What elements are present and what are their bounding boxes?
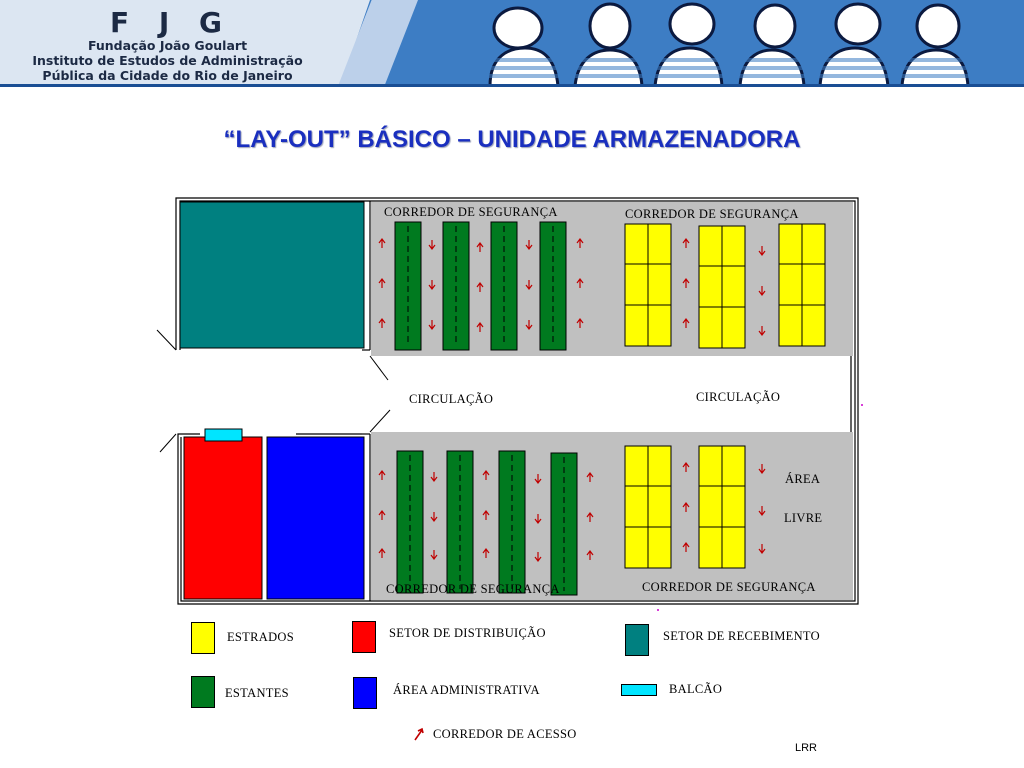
- legend-label-administrative: ÁREA ADMINISTRATIVA: [393, 683, 540, 697]
- top-right-corridor-label: CORREDOR DE SEGURANÇA: [625, 207, 799, 221]
- legend-label-counter: BALCÃO: [669, 682, 723, 696]
- shelf-bottom-2: [447, 451, 473, 593]
- legend-swatch-distribution: [352, 621, 376, 653]
- legend-access-arrow: [415, 729, 423, 740]
- legend-label-distribution: SETOR DE DISTRIBUIÇÃO: [389, 626, 546, 640]
- legend-label-estrados: ESTRADOS: [227, 630, 294, 644]
- legend-label-shelves: ESTANTES: [225, 686, 289, 700]
- shelf-bottom-1: [397, 451, 423, 593]
- legend-swatch-receiving: [625, 624, 649, 656]
- distribution-sector: [184, 437, 262, 599]
- free-area-label-line2: LIVRE: [784, 511, 823, 525]
- org-name-line3: Pública da Cidade do Rio de Janeiro: [42, 68, 293, 83]
- circulation-right-label: CIRCULAÇÃO: [696, 390, 781, 404]
- counter: [205, 429, 242, 441]
- bottom-left-corridor-label: CORREDOR DE SEGURANÇA: [386, 582, 560, 596]
- administrative-area: [267, 437, 364, 599]
- circulation-left-label: CIRCULAÇÃO: [409, 392, 494, 406]
- legend-label-receiving: SETOR DE RECEBIMENTO: [663, 629, 820, 643]
- bottom-right-corridor-label: CORREDOR DE SEGURANÇA: [642, 580, 816, 594]
- receiving-sector: [180, 202, 364, 348]
- free-area-label-line1: ÁREA: [785, 472, 821, 486]
- org-name-line1: Fundação João Goulart: [87, 38, 248, 53]
- top-left-corridor-label: CORREDOR DE SEGURANÇA: [384, 205, 558, 219]
- bottom-storage-area: [371, 432, 853, 600]
- legend-label-access-corridor: CORREDOR DE ACESSO: [433, 727, 577, 741]
- org-acronym: F J G: [110, 6, 233, 39]
- shelf-bottom-4: [551, 453, 577, 595]
- author-initials: LRR: [795, 742, 818, 754]
- legend-swatch-administrative: [353, 677, 377, 709]
- page-title: “LAY-OUT” BÁSICO – UNIDADE ARMAZENADORA: [223, 126, 801, 153]
- org-name-line2: Instituto de Estudos de Administração: [32, 53, 303, 68]
- legend-swatch-shelves: [191, 676, 215, 708]
- legend-swatch-counter: [621, 684, 657, 696]
- legend-swatch-estrados: [191, 622, 215, 654]
- shelf-bottom-3: [499, 451, 525, 593]
